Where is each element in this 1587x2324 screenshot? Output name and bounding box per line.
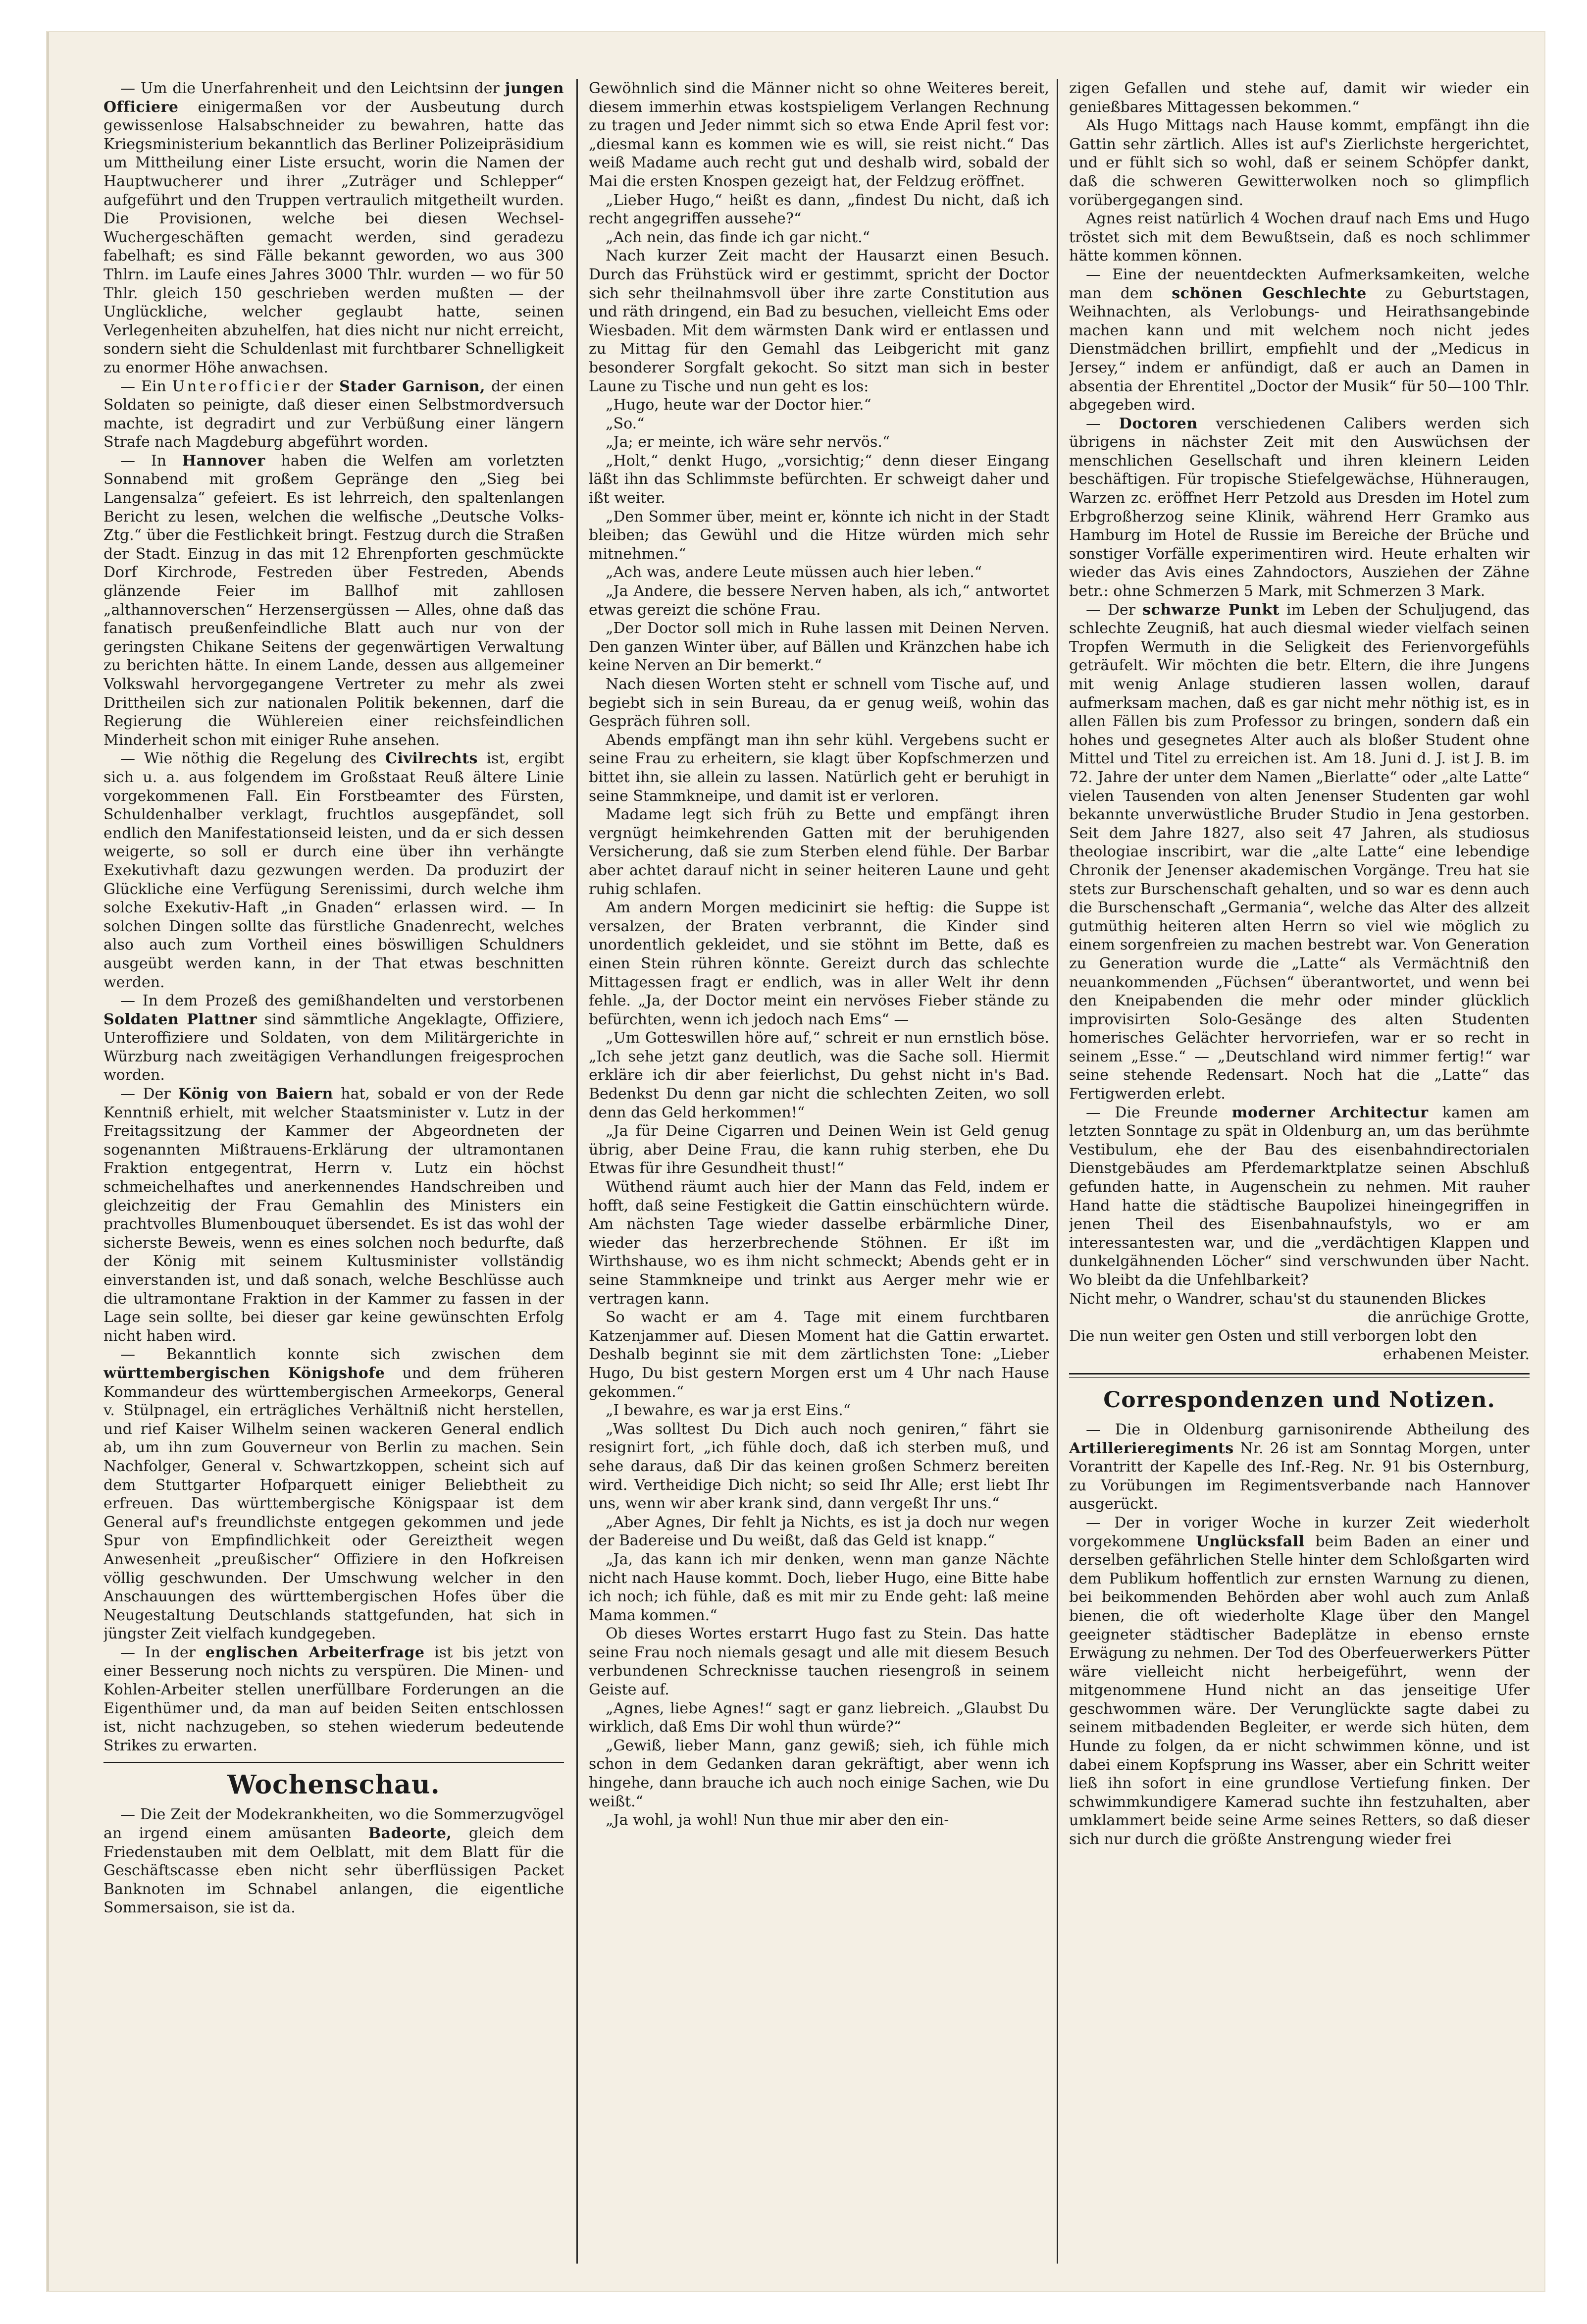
paragraph: „Ja wohl, ja wohl! Nun thue mir aber den ein-: [606, 1811, 949, 1829]
paragraph: „Ja Andere, die bessere Nerven haben, als ich,“ antwortet etwas gereizt die schöne Frau.: [589, 582, 1049, 619]
paragraph-hannover: — In Hannover haben die Welfen am vorletzten Sonnabend mit großem Gepränge den „Sieg bei Langensalza“ gefeiert. Es ist lehrreich, den spaltenlangen Bericht zu lesen, welchen die welfische „Deutsche Volks-Ztg.“ über die Festlichkeit bringt. Festzug durch die Straßen der Stadt. Einzug in das mit 12 Ehrenpforten geschmückte Dorf Kirchrode, Festreden über Festreden, Abends glänzende Feier im Ballhof mit zahllosen „althannoverschen“ Herzensergüssen — Alles, ohne daß das fanatisch preußenfeindliche Blatt auch nur von der geringsten Chikane Seitens der gegenwärtigen Verwaltung zu berichten hätte. In einem Lande, dessen aus allgemeiner Volkswahl hervorgegangene Vertreter zu mehr als zwei Drittheilen sich zur nationalen Politik bekennen, darf die Regierung die Wühlereien einer reichsfeindlichen Minderheit schon mit einiger Ruhe ansehen.: [103, 452, 564, 749]
column-2: [589, 79, 1049, 2264]
verse-line: Nicht mehr, o Wandrer, schau'st du staunenden Blickes: [1069, 1290, 1486, 1308]
paragraph: „Ja für Deine Cigarren und Deinen Wein ist Geld genug übrig, aber Deine Frau, die kann ruhig sterben, ehe Du Etwas für ihre Gesundheit thust!“: [589, 1122, 1049, 1177]
column-1: [103, 79, 564, 2264]
paragraph-architectur: — Die Freunde moderner Architectur kamen am letzten Sonntage zu spät in Oldenburg an, um das berühmte Vestibulum, ehe der Bau des eisenbahndirectorialen Dienstgebäudes am Pferdemarktplatze seinen Abschluß gefunden hatte, in Augenschein zu nehmen. Mit rauher Hand hatte die städtische Baupolizei hineingegriffen in jenen Theil des Eisenbahnaufstyls, wo er am interessantesten war, und die „verdächtigen Klappen und dunkelgähnenden Löcher“ sind verschwunden über Nacht. Wo bleibt da die Unfehlbarkeit?: [1069, 1104, 1530, 1289]
paragraph: „I bewahre, es war ja erst Eins.“: [606, 1402, 851, 1420]
verse-line: erhabenen Meister.: [1382, 1346, 1530, 1364]
paragraph: „Hugo, heute war der Doctor hier.“: [606, 396, 871, 414]
paragraph: Nach kurzer Zeit macht der Hausarzt einen Besuch. Durch das Frühstück wird er gestimmt, spricht der Doctor sich sehr theilnahmsvoll über ihre zarte Constitution aus und räth dringend, ein Bad zu besuchen, vielleicht Ems oder Wiesbaden. Mit dem wärmsten Dank wird er entlassen und zu Mittag für den Gemahl das Leibgericht mit ganz besonderer Sorgfalt gekocht. So sitzt man sich in bester Laune zu Tische und nun geht es los:: [589, 247, 1049, 395]
paragraph: „Der Doctor soll mich in Ruhe lassen mit Deinen Nerven. Den ganzen Winter über, auf Bällen und Kränzchen habe ich keine Nerven an Dir bemerkt.“: [589, 620, 1049, 675]
column-3: [1069, 79, 1530, 2264]
correspondenzen-heading-wrap: [1069, 1385, 1530, 1416]
paragraph: „Um Gotteswillen höre auf,“ schreit er nun ernstlich böse. „Ich sehe jetzt ganz deutlich, was die Sache soll. Hiermit erkläre ich dir aber feierlichst, Du gehst nicht in's Bad. Bedenkst Du denn gar nicht die schlechten Zeiten, wo soll denn das Geld herkommen!“: [589, 1029, 1049, 1121]
paragraph: Als Hugo Mittags nach Hause kommt, empfängt ihn die Gattin sehr zärtlich. Alles ist auf's Zierlichste hergerichtet, und er fühlt sich so wohl, daß er seinem Schöpfer dankt, daß die schweren Gewitterwolken noch so glimpflich vorübergegangen sind.: [1069, 117, 1530, 209]
verse-line: die anrüchige Grotte,: [1368, 1309, 1530, 1326]
paragraph-wuerttemberg: — Bekanntlich konnte sich zwischen dem württembergischen Königshofe und dem früheren Kommandeur des württembergischen Armeekorps, General v. Stülpnagel, ein erträgliches Verhältniß nicht herstellen, und rief Kaiser Wilhelm seinen wackeren General endlich ab, um ihn zum Gouverneur von Berlin zu machen. Sein Nachfolger, General v. Schwartzkoppen, scheint sich auf dem Stuttgarter Hofparquett einiger Beliebtheit zu erfreuen. Das württembergische Königspaar ist dem General auf's freundlichste entgegen gekommen und jede Spur von Empfindlichkeit oder Gereiztheit wegen Anwesenheit „preußischer“ Offiziere in den Hofkreisen völlig geschwunden. Der Umschwung welcher in den Anschauungen des württembergischen Hofes über die Neugestaltung Deutschlands stattgefunden, hat sich in jüngster Zeit vielfach kundgegeben.: [103, 1346, 564, 1643]
paragraph: „Ja; er meinte, ich wäre sehr nervös.“: [606, 433, 890, 451]
paragraph-stade: — Ein Unterofficier der Stader Garnison, der einen Soldaten so peinigte, daß dieser einen Selbstmordversuch machte, ist degradirt und zur Verbüßung einer längern Strafe nach Magdeburg abgeführt worden.: [103, 377, 564, 451]
paragraph: „Ach was, andere Leute müssen auch hier leben.“: [606, 564, 982, 581]
paragraph: „Agnes, liebe Agnes!“ sagt er ganz liebreich. „Glaubst Du wirklich, daß Ems Dir wohl thun würde?“: [589, 1699, 1049, 1736]
paragraph: Ob dieses Wortes erstarrt Hugo fast zu Stein. Das hatte seine Frau noch niemals gesagt und alle mit diesem Besuch verbundenen Schrecknisse tauchen riesengroß in seinem Geiste auf.: [589, 1625, 1049, 1699]
paragraph: Madame legt sich früh zu Bette und empfängt ihren vergnügt heimkehrenden Gatten mit der beruhigenden Versicherung, daß sie zum Sterben elend fühle. Der Barbar aber achtet darauf nicht in seiner heiteren Laune und geht ruhig schlafen.: [589, 806, 1049, 898]
paragraph: Agnes reist natürlich 4 Wochen drauf nach Ems und Hugo tröstet sich mit dem Bewußtsein, daß es noch schlimmer hätte kommen können.: [1069, 210, 1530, 265]
paragraph: „Ja, das kann ich mir denken, wenn man ganze Nächte nicht nach Hause kommt. Doch, lieber Hugo, eine Bitte habe ich noch; ich fühle, daß es mit mir zu Ende geht: laß meine Mama kommen.“: [589, 1550, 1049, 1624]
paragraph: zigen Gefallen und stehe auf, damit wir wieder ein genießbares Mittagessen bekommen.“: [1069, 80, 1530, 116]
section-heading-wochenschau: Wochenschau.: [227, 1770, 440, 1800]
paragraph-geschlecht: — Eine der neuentdeckten Aufmerksamkeiten, welche man dem schönen Geschlechte zu Geburtstagen, Weihnachten, als Verlobungs- und Heirathsangebinde machen kann und mit welchem noch nicht jedes Dienstmädchen brillirt, empfiehlt und der „Medicus in Jersey,“ indem er anfündigt, daß er auch an Damen in absentia der Ehrentitel „Doctor der Musik“ für 50—100 Thlr. abgegeben wird.: [1069, 265, 1530, 414]
column-rule-right: [1057, 79, 1058, 2264]
verse-line: Die nun weiter gen Osten und still verborgen lobt den: [1069, 1327, 1477, 1345]
paragraph: Abends empfängt man ihn sehr kühl. Vergebens sucht er seine Frau zu erheitern, sie klagt über Kopfschmerzen und bittet ihn, sie allein zu lassen. Natürlich geht er beruhigt in seine Stammkneipe, und damit ist er verloren.: [589, 731, 1049, 805]
paragraph: „Was solltest Du Dich auch noch geniren,“ fährt sie resignirt fort, „ich fühle doch, daß ich sterben muß, und sehe daraus, daß Dir das keinen großen Schmerz bereiten wird. Vertheidige Dich nicht; so seid Ihr Alle; erst liebt Ihr uns, wenn wir aber krank sind, dann vergeßt Ihr uns.“: [589, 1420, 1049, 1513]
paragraph: Nach diesen Worten steht er schnell vom Tische auf, und begiebt sich in sein Bureau, da er genug weiß, wohin das Gespräch führen soll.: [589, 676, 1049, 731]
paragraph-artillerie: — Die in Oldenburg garnisonirende Abtheilung des Artillerieregiments Nr. 26 ist am Sonntag Morgen, unter Vorantritt der Kapelle des Inf.-Reg. Nr. 91 bis Osternburg, zu Vorübungen im Regimentsverbande nach Hannover ausgerückt.: [1069, 1421, 1530, 1513]
paragraph: „Aber Agnes, Dir fehlt ja Nichts, es ist ja doch nur wegen der Badereise und Du weißt, daß das Geld ist knapp.“: [589, 1513, 1049, 1550]
paragraph: „So.“: [606, 415, 645, 432]
paragraph-civilrecht: — Wie nöthig die Regelung des Civilrechts ist, ergibt sich u. a. aus folgendem im Großstaat Reuß ältere Linie vorgekommenen Fall. Ein Forstbeamter des Fürsten, Schuldenhalber verklagt, fruchtlos ausgepfändet, soll endlich den Manifestationseid leisten, und da er sich dessen weigerte, so soll er durch eine über ihn verhängte Exekutivhaft dazu gezwungen werden. Da produzirt der Glückliche eine Verfügung Serenissimi, durch welche ihm solche Exekutiv-Haft „in Gnaden“ erlassen wird. — In solchen Dingen sollte das fürstliche Gnadenrecht, welches also auch zum Vortheil eines böswilligen Schuldners ausgeübt werden kann, in der That etwas beschnitten werden.: [103, 750, 564, 991]
paragraph: So wacht er am 4. Tage mit einem furchtbaren Katzenjammer auf. Diesen Moment hat die Gattin erwartet. Deshalb beginnt sie mit dem zärtlichsten Tone: „Lieber Hugo, Du bist gestern Morgen erst um 4 Uhr nach Hause gekommen.“: [589, 1309, 1049, 1401]
section-heading-correspondenzen: Correspondenzen und Notizen.: [1103, 1387, 1495, 1413]
paragraph-plattner: — In dem Prozeß des gemißhandelten und verstorbenen Soldaten Plattner sind sämmtliche Angeklagte, Offiziere, Unteroffiziere und Soldaten, von dem Militärgerichte in Würzburg nach zweitägigen Verhandlungen freigesprochen worden.: [103, 992, 564, 1084]
paragraph: Gewöhnlich sind die Männer nicht so ohne Weiteres bereit, diesem immerhin etwas kostspieligem Verlangen Rechnung zu tragen und Jeder nimmt sich so etwa Ende April fest vor: „diesmal kann es kommen wie es will, sie reist nicht.“ Das weiß Madame auch recht gut und deshalb wird, sobald der Mai die ersten Knospen gezeigt hat, der Feldzug eröffnet.: [589, 80, 1049, 190]
paragraph: „Lieber Hugo,“ heißt es dann, „findest Du nicht, daß ich recht angegriffen aussehe?“: [589, 191, 1049, 228]
paragraph: Am andern Morgen medicinirt sie heftig: die Suppe ist versalzen, der Braten verbrannt, die Kinder sind unordentlich gekleidet, und sie stöhnt im Bette, daß es einen Stein rühren könnte. Gereizt durch das schlechte Mittagessen fragt er endlich, was in aller Welt ihr denn fehle. „Ja, der Doctor meint ein nervöses Fieber stände zu befürchten, wenn ich jedoch nach Ems“ —: [589, 899, 1049, 1028]
paragraph: „Ach nein, das finde ich gar nicht.“: [606, 228, 870, 246]
paragraph: „Gewiß, lieber Mann, ganz gewiß; sieh, ich fühle mich schon in dem Gedanken daran gekräftigt, aber wenn ich hingehe, dann brauche ich auch noch einige Sachen, wie Du weißt.“: [589, 1737, 1049, 1810]
paragraph: „Den Sommer über, meint er, könnte ich nicht in der Stadt bleiben; das Gewühl und die Hitze würden mich sehr mitnehmen.“: [589, 508, 1049, 563]
paragraph-england: — In der englischen Arbeiterfrage ist bis jetzt von einer Besserung noch nichts zu verspüren. Die Minen- und Kohlen-Arbeiter stellen unerfüllbare Forderungen an die Eigenthümer und, da man auf beiden Seiten entschlossen ist, nicht nachzugeben, so stehen wiederum bedeutende Strikes zu erwarten.: [103, 1643, 564, 1754]
paragraph: „Holt,“ denkt Hugo, „vorsichtig;“ denn dieser Eingang läßt ihn das Schlimmste befürchten. Er schweigt daher und ißt weiter.: [589, 452, 1049, 507]
paragraph-ungluecksfall: — Der in voriger Woche in kurzer Zeit wiederholt vorgekommene Unglücksfall beim Baden an einer und derselben gefährlichen Stelle hinter dem Schloßgarten wird dem Publikum hoffentlich zur ernsten Warnung zu dienen, bei beikommenden Behörden aber wohl auch zum Anlaß bienen, die oft wiederholte Klage über den Mangel geeigneter städtischer Badeplätze in ebenso ernste Erwägung zu nehmen. Der Tod des Oberfeuerwerkers Pütter wäre vielleicht nicht herbeigeführt, wenn der mitgenommene Hund nicht an das jenseitige Ufer geschwommen wäre. Der Verunglückte sagte dabei zu seinem mitbadenden Begleiter, er werde sich hüten, dem Hunde zu folgen, da er nicht schwimmen könne, und ist dabei einem Kopfsprung ins Wasser, aber ein Schritt weiter ließ ihn sofort in eine grundlose Vertiefung finken. Der schwimmkundigere Kamerad suchte ihn festzuhalten, aber umklammert beide seine Arme seines Retters, so daß dieser sich nur durch die größte Anstrengung wieder frei: [1069, 1514, 1530, 1849]
paragraph-schwarzer-punkt: — Der schwarze Punkt im Leben der Schuljugend, das schlechte Zeugniß, hat auch diesmal wieder vielfach seinen Tropfen Wermuth in die Seligkeit des Ferienvorgefühls geträufelt. Wir möchten die betr. Eltern, die ihre Jungens mit wenig Anlage studieren lassen wollen, darauf aufmerksam machen, daß es gar nicht mehr nöthig ist, es in allen Fällen bis zum Professor zu bringen, sondern daß ein hohes und gesegnetes Alter auch als bloßer Student ohne Mittel und Titel zu erreichen ist. Am 18. Juni d. J. ist J. B. im 72. Jahre der unter dem Namen „Bierlatte“ oder „alte Latte“ vielen Tausenden von alten Jenenser Studenten gar wohl bekannte unverwüstliche Bruder Studio in Jena gestorben. Seit dem Jahre 1827, also seit 47 Jahren, als studiosus theologiae inscribirt, war die „alte Latte“ eine lebendige Chronik der Jenenser akademischen Vorgänge. Treu hat sie stets zur Burschenschaft gehalten, und so war es denn auch die Burschenschaft „Germania“, welche das Alter des allzeit gutmüthig heiteren alten Herrn so viel wie möglich zu einem sorgenfreien zu machen bestrebt war. Von Generation zu Generation wurde die „Latte“ als Vermächtniß den neuankommenden „Füchsen“ überantwortet, und wenn bei den Kneipabenden die mehr oder minder glücklich improvisirten Solo-Gesänge des alten Studenten homerisches Gelächter hervorriefen, war er so recht in seinem „Esse.“ — „Deutschland wird nimmer fertig!“ war seine stehende Redensart. Noch hat die „Latte“ das Fertigwerden erlebt.: [1069, 601, 1530, 1103]
wochenschau-heading-wrap: [103, 1770, 564, 1800]
paragraph-baiern: — Der König von Baiern hat, sobald er von der Rede Kenntniß erhielt, mit welcher Staatsminister v. Lutz in der Freitagssitzung der Kammer der Abgeordneten der sogenannten Mißtrauens-Erklärung der ultramontanen Fraktion entgegentrat, Herrn v. Lutz ein höchst schmeichelhaftes und anerkennendes Handschreiben und gleichzeitig der Frau Gemahlin des Ministers ein prachtvolles Blumenbouquet übersendet. Es ist das wohl der sicherste Beweis, wenn es eines solchen noch bedurfte, daß der König mit seinem Kultusminister vollständig einverstanden ist, und daß sonach, welche Beschlüsse auch die ultramontane Fraktion in der Kammer zu fassen in der Lage sein sollte, bei dieser gar keine gewünschten Erfolg nicht haben wird.: [103, 1085, 564, 1345]
paragraph-doctoren: — Doctoren verschiedenen Calibers werden sich übrigens in nächster Zeit mit den Auswüchsen der menschlichen Gesellschaft und ihren kleinern Leiden beschäftigen. Für tropische Stiefelgewächse, Hühneraugen, Warzen zc. eröffnet Herr Petzold aus Dresden im Hotel zum Erbgroßherzog seine Klinik, während Herr Gramko aus Hamburg im Hotel de Russie im Bereiche der Brüche und sonstiger Vorfälle experimentiren wird. Heute erhalten wir wieder das Avis eines Zahndoctors, Ausziehen der Zähne betr.: ohne Schmerzen 5 Mark, mit Schmerzen 3 Mark.: [1069, 415, 1530, 600]
section-divider: [103, 1762, 564, 1763]
paragraph-badeorte: — Die Zeit der Modekrankheiten, wo die Sommerzugvögel an irgend einem amüsanten Badeorte, gleich dem Friedenstauben mit dem Oelblatt, mit dem Blatt für die Geschäftscasse eben nicht sehr überflüssigen Packet Banknoten im Schnabel anlangen, die eigentliche Sommersaison, sie ist da.: [103, 1806, 564, 1917]
section-divider: [1069, 1373, 1530, 1378]
paragraph: Wüthend räumt auch hier der Mann das Feld, indem er hofft, daß seine Festigkeit die Gattin einschüchtern würde. Am nächsten Tage wieder dasselbe erbärmliche Diner, wieder das herzerbrechende Stöhnen. Er ißt im Wirthshause, wo es ihm nicht schmeckt; Abends geht er in seine Stammkneipe und trinkt aus Aerger mehr wie er vertragen kann.: [589, 1178, 1049, 1308]
column-rule-left: [576, 79, 578, 2264]
paragraph-officers: — Um die Unerfahrenheit und den Leichtsinn der jungen Officiere einigermaßen vor der Ausbeutung durch gewissenlose Halsabschneider zu bewahren, hatte das Kriegsministerium bekanntlich das Berliner Polizeipräsidium um Mittheilung einer Liste ersucht, worin die Namen der Hauptwucherer und ihrer „Zuträger und Schlepper“ aufgeführt und den Truppen vertraulich mitgetheilt wurden. Die Provisionen, welche bei diesen Wechsel-Wuchergeschäften gemacht werden, sind geradezu fabelhaft; es sind Fälle bekannt geworden, wo aus 300 Thlrn. im Laufe eines Jahres 3000 Thlr. wurden — wo für 50 Thlr. gleich 150 geschrieben werden mußten — der Unglückliche, welcher geglaubt hatte, seinen Verlegenheiten abzuhelfen, hat dies nicht nur nicht erreicht, sondern sieht die Schuldenlast mit furchtbarer Schnelligkeit zu enormer Höhe anwachsen.: [103, 80, 564, 376]
newspaper-page: [47, 32, 1544, 2291]
